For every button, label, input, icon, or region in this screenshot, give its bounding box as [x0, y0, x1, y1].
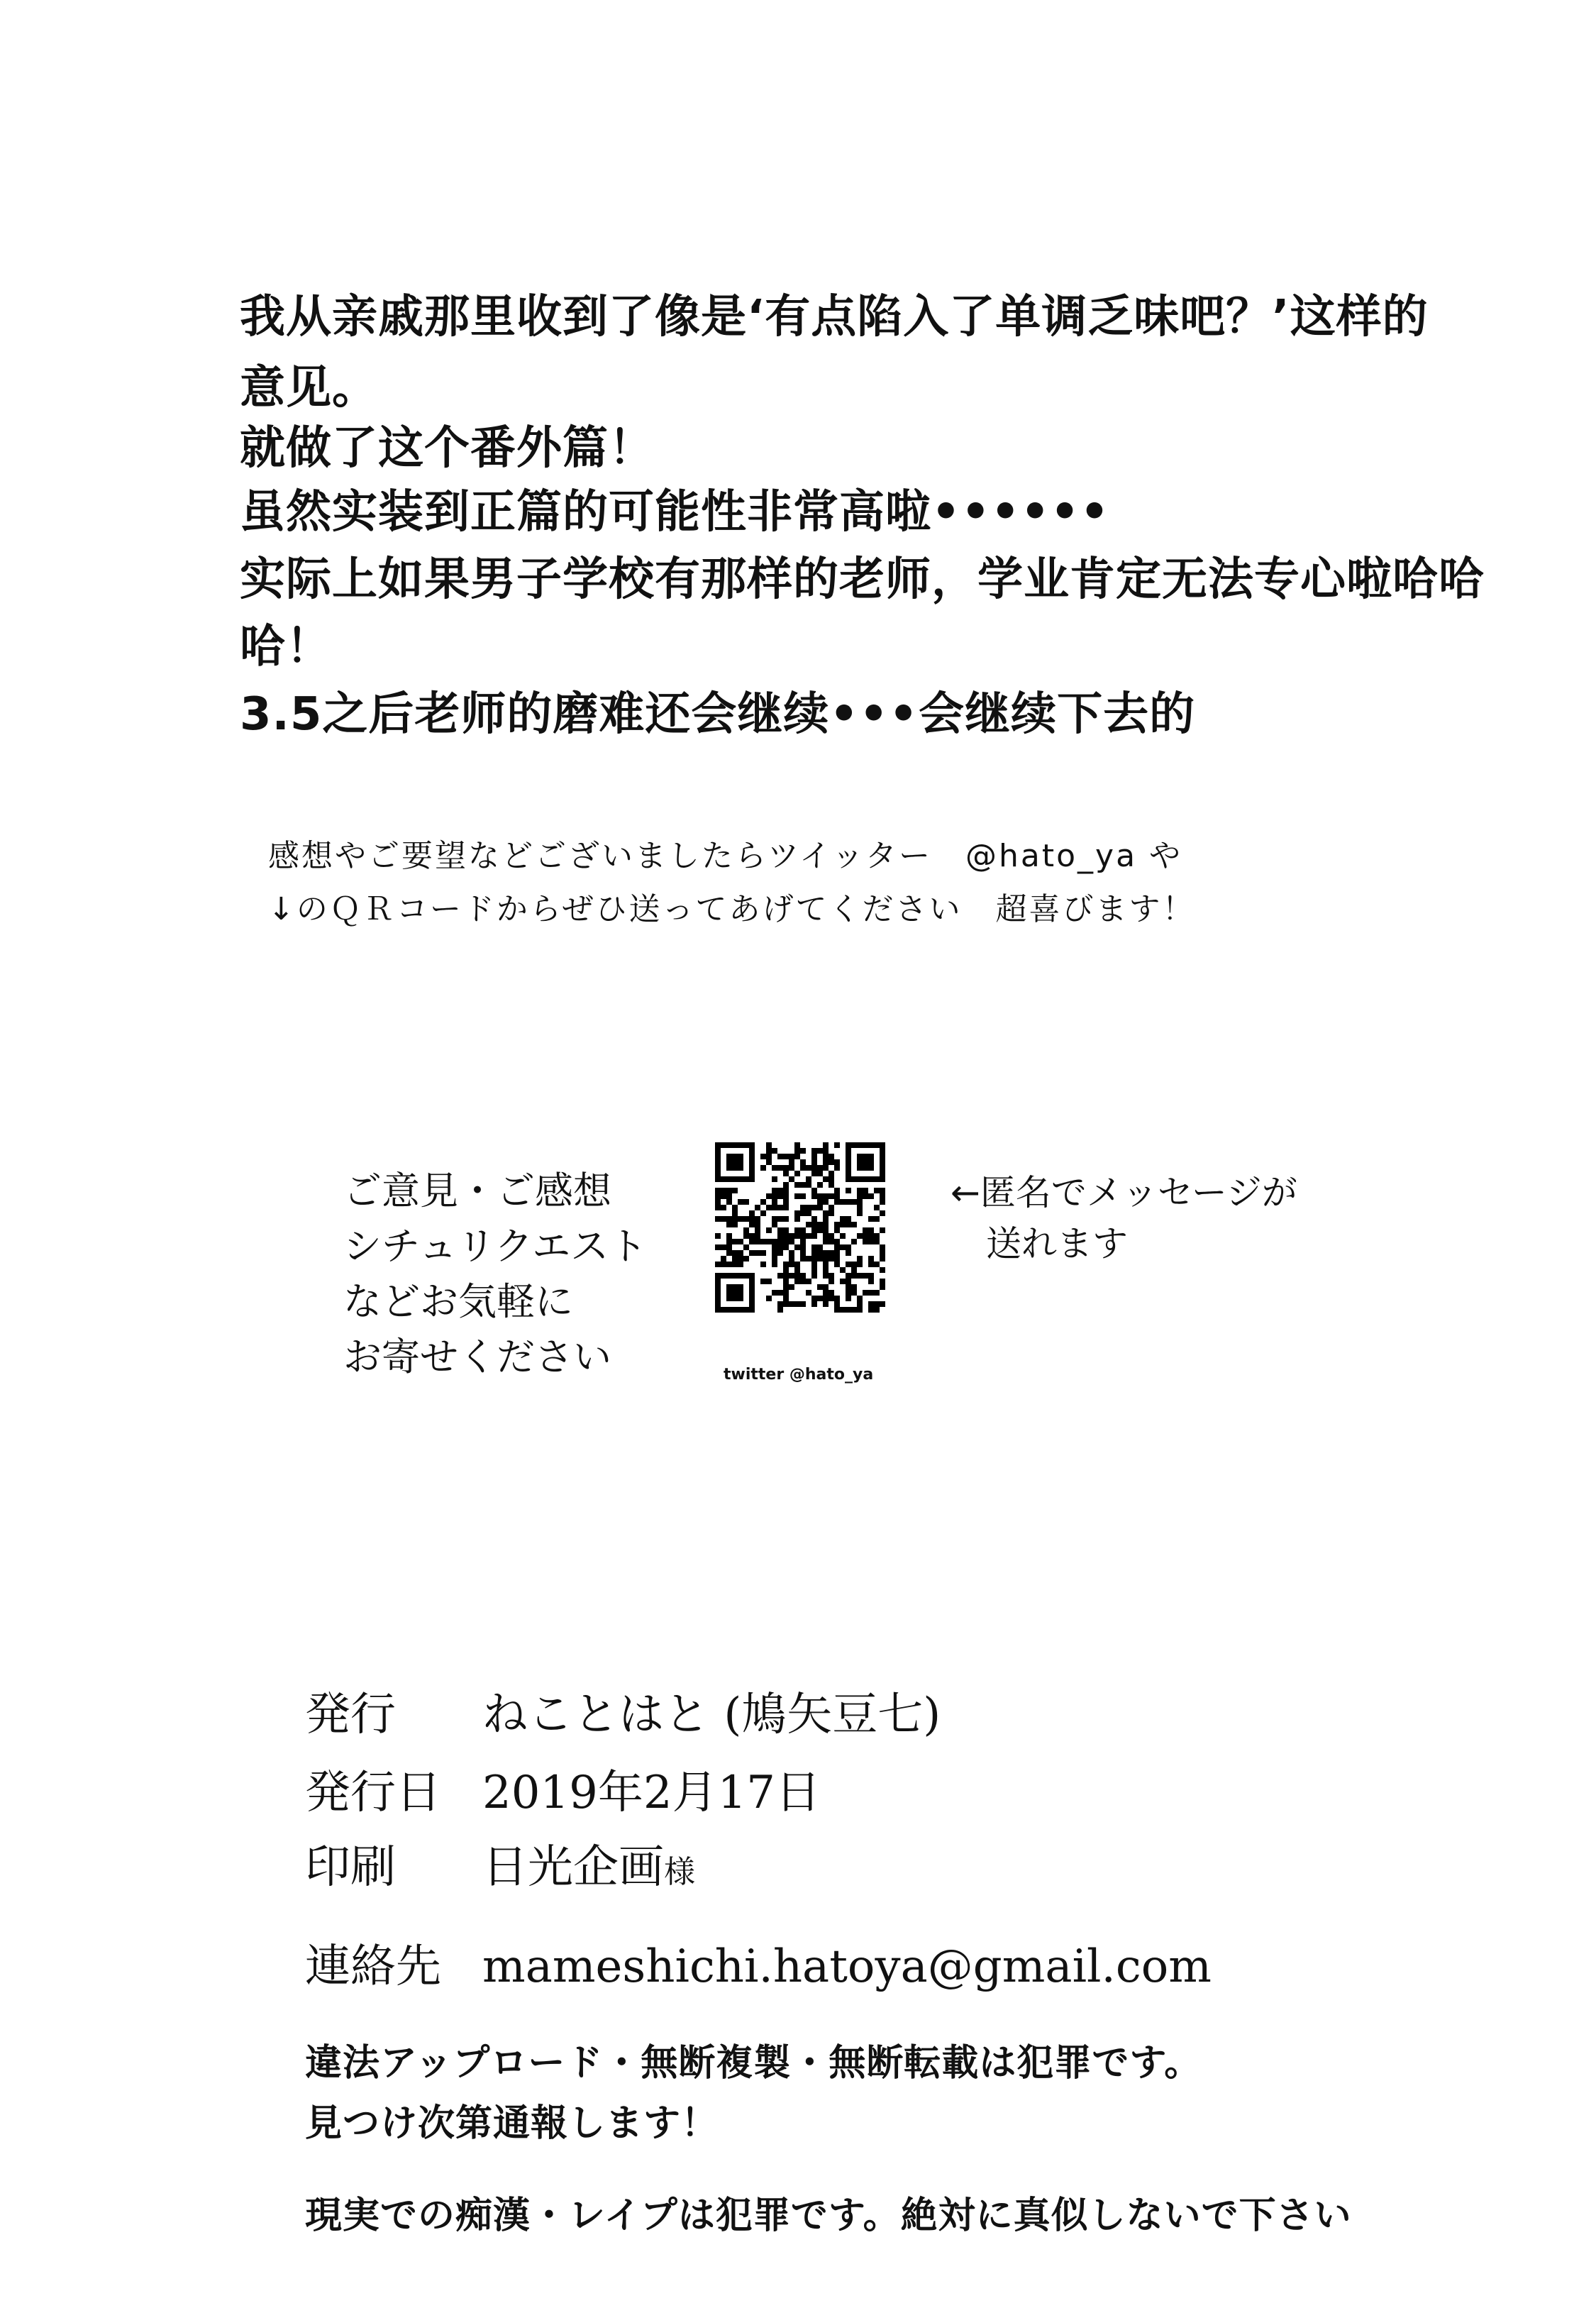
note-line-1: 我从亲戚那里收到了像是‘有点陷入了单调乏味吧？’这样的: [240, 291, 1429, 343]
publisher-label: 発行: [305, 1689, 396, 1741]
qr-finder-top-right: [846, 1142, 885, 1182]
qr-code[interactable]: [715, 1142, 885, 1313]
printer-value: 日光企画: [482, 1841, 664, 1894]
note-line-7: 3.5之后老师的磨难还会继续•••会继续下去的: [240, 688, 1196, 741]
publisher-value: ねことはと (鳩矢豆七): [482, 1689, 941, 1741]
feedback-request: [343, 1164, 647, 1385]
note-line-3: 就做了这个番外篇！: [240, 422, 655, 475]
note-line-2: 意见。: [240, 362, 378, 414]
anonymous-message-line: ←匿名でメッセージが: [951, 1172, 1297, 1213]
note-line-6: 哈！: [240, 621, 332, 673]
feedback-request-line: お寄せください: [343, 1335, 611, 1379]
anonymous-message-note: [951, 1167, 1297, 1269]
note-line-5: 实际上如果男子学校有那样的老师，学业肯定无法专心啦哈哈: [240, 553, 1485, 606]
note-line-4: 虽然实装到正篇的可能性非常高啦••••••: [240, 486, 1110, 539]
colophon-contact: [305, 1930, 1212, 1995]
warning-line-2: 見つけ次第通報します！: [305, 2102, 719, 2145]
contact-label: 連絡先: [305, 1941, 441, 1993]
qr-finder-bottom-left: [715, 1273, 755, 1313]
warning-line-1: 違法アップロード・無断複製・無断転載は犯罪です。: [305, 2042, 1202, 2085]
colophon-publisher: [305, 1678, 941, 1743]
printer-suffix: 様: [664, 1854, 695, 1890]
feedback-note-line-1: 感想やご要望などございましたらツイッター @hato_ya や: [268, 838, 1183, 874]
contact-email[interactable]: mameshichi.hatoya@gmail.com: [482, 1941, 1212, 1993]
colophon-printer: [305, 1831, 695, 1896]
feedback-request-line: ご意見・ご感想: [343, 1169, 611, 1213]
anonymous-message-line: 送れます: [986, 1223, 1128, 1264]
warning-line-3: 現実での痴漢・レイプは犯罪です。絶対に真似しないで下さい: [305, 2195, 1352, 2237]
date-label: 発行日: [305, 1767, 441, 1819]
feedback-request-line: シチュリクエスト: [343, 1224, 648, 1269]
qr-finder-top-left: [715, 1142, 755, 1182]
qr-caption: twitter @hato_ya: [724, 1366, 874, 1384]
colophon-date: [305, 1756, 821, 1821]
date-value: 2019年2月17日: [482, 1767, 821, 1819]
feedback-request-line: などお気軽に: [343, 1279, 573, 1324]
printer-label: 印刷: [305, 1841, 396, 1894]
feedback-note-line-2: ↓のＱＲコードからぜひ送ってあげてください 超喜びます！: [268, 891, 1196, 927]
